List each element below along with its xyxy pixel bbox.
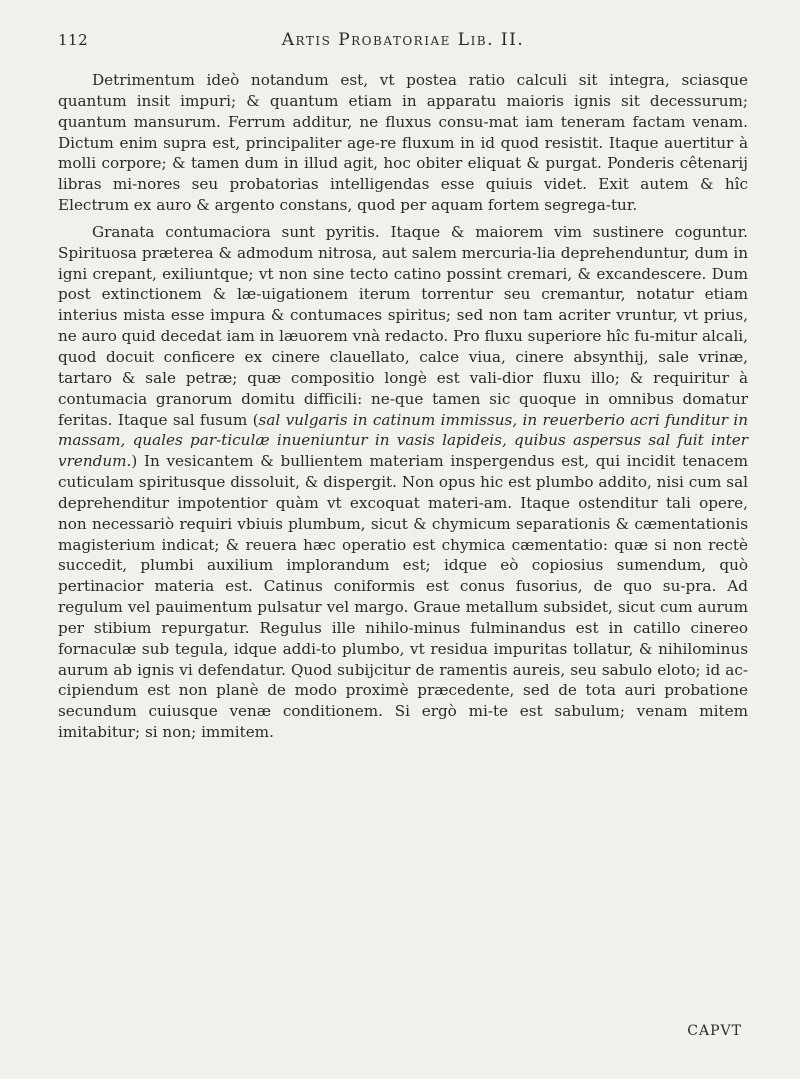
paragraph-granata: [58, 222, 748, 743]
running-title: Artis Probatoriae Lib. II.: [281, 30, 525, 50]
parenthetical-note: sal vulgaris in catinum immissus, in reuerberio acri funditur in massam, quales par-ticulæ inueniuntur in vasis lapideis, quibus aspersus sal fuit inter vrendum.: [58, 410, 748, 471]
running-head: [58, 30, 748, 64]
paragraph-detrimentum: Detrimentum ideò notandum est, vt postea ratio calculi sit integra, sciasque quantum insit impuri; & quantum etiam in apparatu maioris ignis sit decessurum; quantum mansurum. Ferrum additur, ne fluxus consu-mat iam teneram factam venam. Dictum enim supra est, principaliter age-re fluxum in id quod resistit. Itaque auertitur à molli corpore; & tamen dum in illud agit, hoc obiter eliquat & purgat. Ponderis cêtenarij libras mi-nores seu probatorias intelligendas esse quiuis videt. Exit autem & hîc Electrum ex auro & argento constans, quod per aquam fortem segrega-tur.: [58, 71, 748, 215]
paragraph-granata-continuation: ) In vesicantem & bullientem materiam inspergendus est, qui incidit tenacem cuticulam spiritusque dissoluit, & dispergit. Non opus hic est plumbo addito, nisi cum sal deprehenditur impotentior quàm vt excoquat materi-am. Itaque ostenditur tali opere, non necessariò requiri vbiuis plumbum, sicut & chymicum separationis & cæmentationis magisterium indicat; & reuera hæc operatio est chymica cæmentatio: quæ si non rectè succedit, plumbi auxilium implorandum est; idque eò copiosius sumendum, quò pertinacior materia est. Catinus coniformis est conus fusorius, de quo su-pra. Ad regulum vel pauimentum pulsatur vel margo. Graue metallum subsidet, sicut cum aurum per stibium repurgatur. Regulus ille nihilo-minus fulminandus est in catillo cinereo fornaculæ sub tegula, idque addi-to plumbo, vt residua impuritas tollatur, & nihilominus aurum ab ignis vi defendatur. Quod subijcitur de ramentis aureis, seu sabulo eloto; id ac-cipiendum est non planè de modo proximè præcedente, sed de tota auri probatione secundum cuiusque venæ conditionem. Si ergò mi-te est sabulum; venam mitem imitabitur; si non; immitem.: [58, 452, 748, 742]
body-text: [58, 70, 748, 743]
paragraph-granata-text: Granata contumaciora sunt pyritis. Itaque & maiorem vim sustinere coguntur. Spirituosa præterea & admodum nitrosa, aut salem mercuria-lia deprehenduntur, dum in igni crepant, exiliuntque; vt non sine tecto catino possint cremari, & excandescere. Dum post extinctionem & læ-uigationem iterum torrentur seu cremantur, notatur etiam interius mista esse impura & contumaces spiritus; sed non tam acriter vruntur, vt prius, ne auro quid decedat iam in læuorem vnà redacto. Pro fluxu superiore hîc fu-mitur alcali, quod docuit conficere ex cinere clauellato, calce viua, cinere absynthij, sale vrinæ, tartaro & sale petræ; quæ compositio longè est vali-dior fluxu illo; & requiritur à contumacia granorum domitu difficili: ne-que tamen sic quoque in omnibus domatur feritas. Itaque sal fusum (: [58, 222, 748, 429]
catchword: CAPVT: [687, 1023, 742, 1039]
page-number: 112: [58, 31, 89, 49]
